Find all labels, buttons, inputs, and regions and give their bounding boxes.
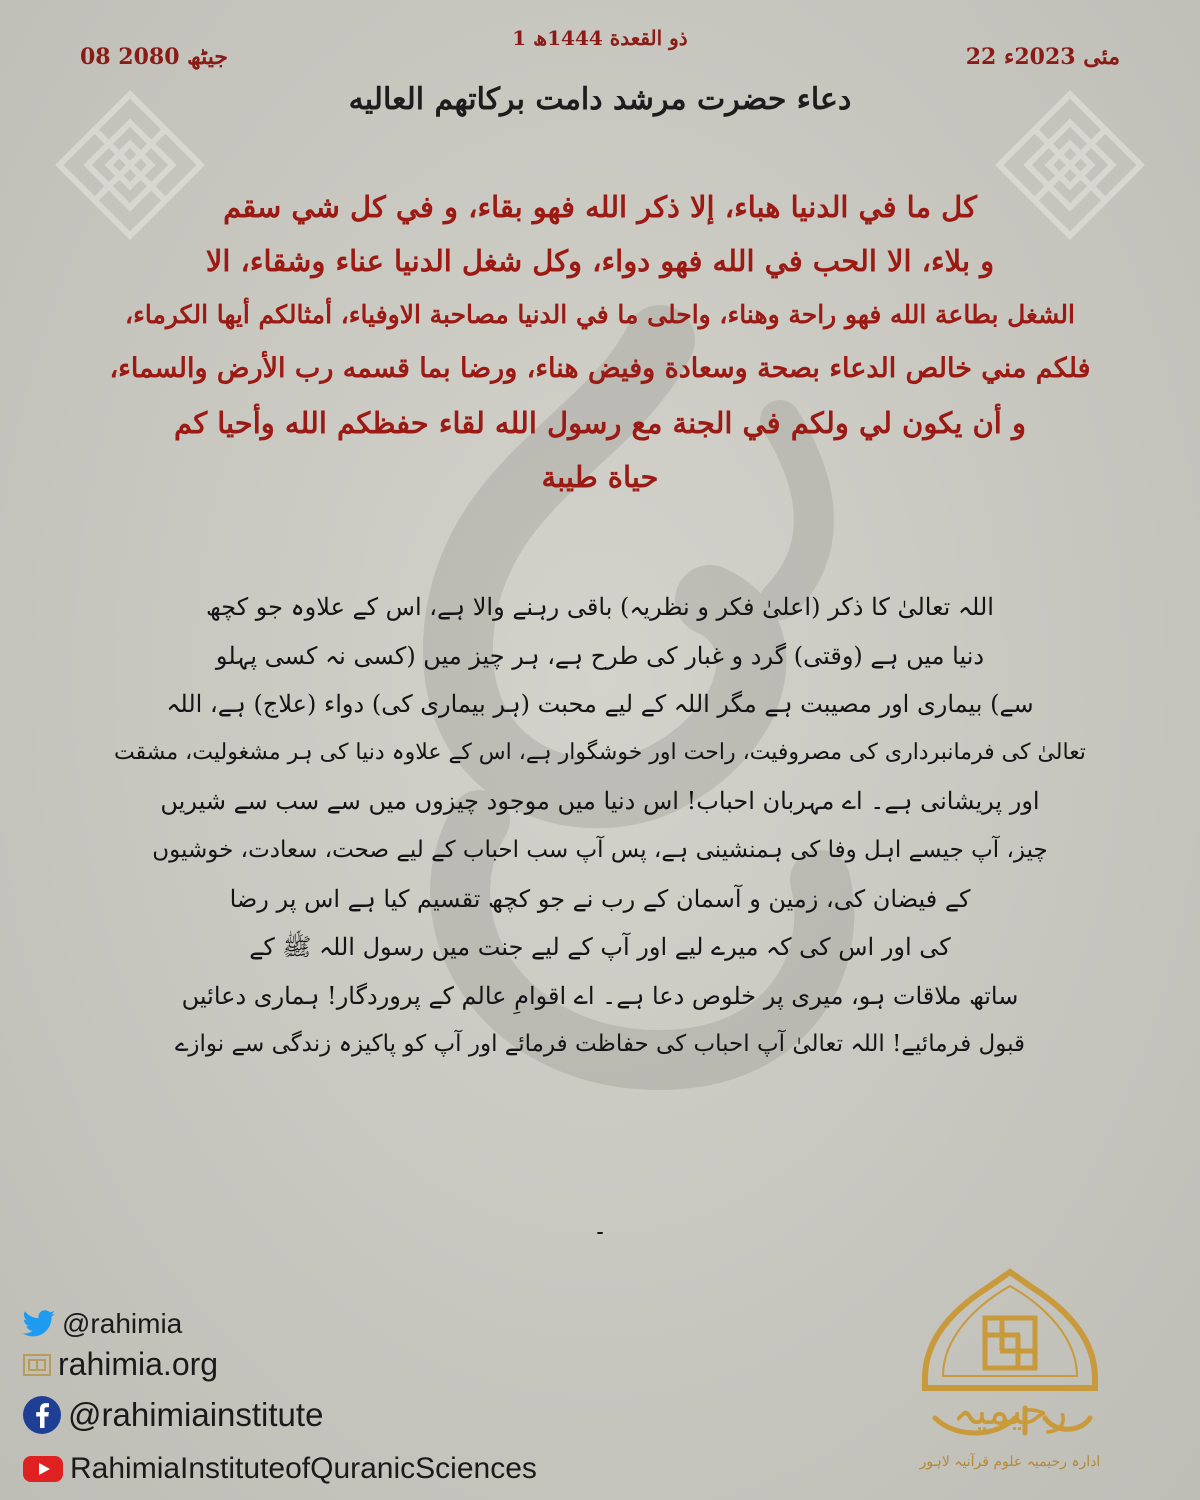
arabic-line: و بلاء، الا الحب في الله فهو دواء، وكل شغل الدنيا عناء وشقاء، الا	[205, 244, 995, 278]
urdu-ending-mark: ۔	[592, 1212, 608, 1240]
date-bikrami: 08 جیٹھ 2080	[80, 44, 228, 70]
logo-name: رحیمیہ	[952, 1388, 1068, 1434]
urdu-line: تعالیٰ کی فرمانبرداری کی مصروفیت، راحت اور خوشگوار ہے، اس کے علاوہ دنیا کی ہر مشغولیت، مشقت	[114, 739, 1086, 765]
facebook-handle: @rahimiainstitute	[68, 1396, 324, 1433]
arabic-dua-block	[70, 180, 1130, 504]
facebook-icon	[22, 1395, 62, 1435]
web-icon	[22, 1352, 52, 1378]
urdu-translation-block	[90, 583, 1110, 1069]
urdu-line: اور پریشانی ہے۔ اے مہربان احباب! اس دنیا میں موجود چیزوں میں سے سب سے شیریں	[160, 787, 1040, 816]
urdu-line: قبول فرمائیے! اللہ تعالیٰ آپ احباب کی حفاظت فرمائے اور آپ کو پاکیزہ زندگی سے نوازے	[174, 1031, 1026, 1058]
page-title: دعاء حضرت مرشد دامت برکاتھم العالیه	[348, 82, 852, 117]
logo-subtitle: ادارہ رحیمیہ علوم قرآنیہ لاہور	[919, 1454, 1101, 1470]
arabic-line: فلكم مني خالص الدعاء بصحة وسعادة وفيض هناء، ورضا بما قسمه رب الأرض والسماء،	[109, 353, 1091, 384]
date-gregorian: 22 مئی 2023ء	[965, 44, 1120, 70]
urdu-line: دنیا میں ہے (وقتی) گرد و غبار کی طرح ہے، ہر چیز میں (کسی نہ کسی پہلو	[215, 641, 985, 670]
youtube-channel: RahimiaInstituteofQuranicSciences	[70, 1452, 537, 1485]
arabic-line: حياة طيبة	[541, 460, 659, 494]
urdu-line: ساتھ ملاقات ہو، میری پر خلوص دعا ہے۔ اے اقوامِ عالم کے پروردگار! ہماری دعائیں	[181, 981, 1019, 1010]
youtube-link[interactable]	[22, 1452, 537, 1486]
arabic-line: و أن يكون لي ولكم في الجنة مع رسول الله لقاء حفظكم الله وأحيا كم	[174, 406, 1026, 440]
twitter-icon	[22, 1310, 56, 1338]
urdu-line: کے فیضان کی، زمین و آسمان کے رب نے جو کچھ تقسیم کیا ہے اس پر رضا	[229, 884, 971, 913]
facebook-link[interactable]	[22, 1395, 323, 1435]
rahimia-logo	[905, 1268, 1115, 1490]
arabic-line: الشغل بطاعة الله فهو راحة وهناء، واحلى ما في الدنيا مصاحبة الاوفياء، أمثالكم أيها الكرماء،	[125, 300, 1075, 329]
website-link[interactable]	[22, 1346, 218, 1383]
urdu-line: کی اور اس کی کہ میرے لیے اور آپ کے لیے جنت میں رسول اللہ ﷺ کے	[249, 933, 951, 962]
twitter-handle: @rahimia	[62, 1308, 183, 1339]
urdu-line: اللہ تعالیٰ کا ذکر (اعلیٰ فکر و نظریہ) باقی رہنے والا ہے، اس کے علاوہ جو کچھ	[206, 593, 994, 621]
youtube-icon	[22, 1454, 64, 1484]
date-hijri: 1 ذو القعدة 1444ھ	[512, 26, 688, 50]
twitter-link[interactable]	[22, 1308, 182, 1340]
urdu-line: چیز، آپ جیسے اہل وفا کی ہمنشینی ہے، پس آپ سب احباب کے لیے صحت، سعادت، خوشیوں	[152, 836, 1048, 863]
urdu-line: سے) بیماری اور مصیبت ہے مگر اللہ کے لیے محبت (ہر بیماری کی) دواء (علاج) ہے، اللہ	[166, 690, 1034, 719]
arabic-line: كل ما في الدنيا هباء، إلا ذكر الله فهو بقاء، و في كل شي سقم	[223, 190, 977, 224]
website-url: rahimia.org	[58, 1346, 219, 1382]
